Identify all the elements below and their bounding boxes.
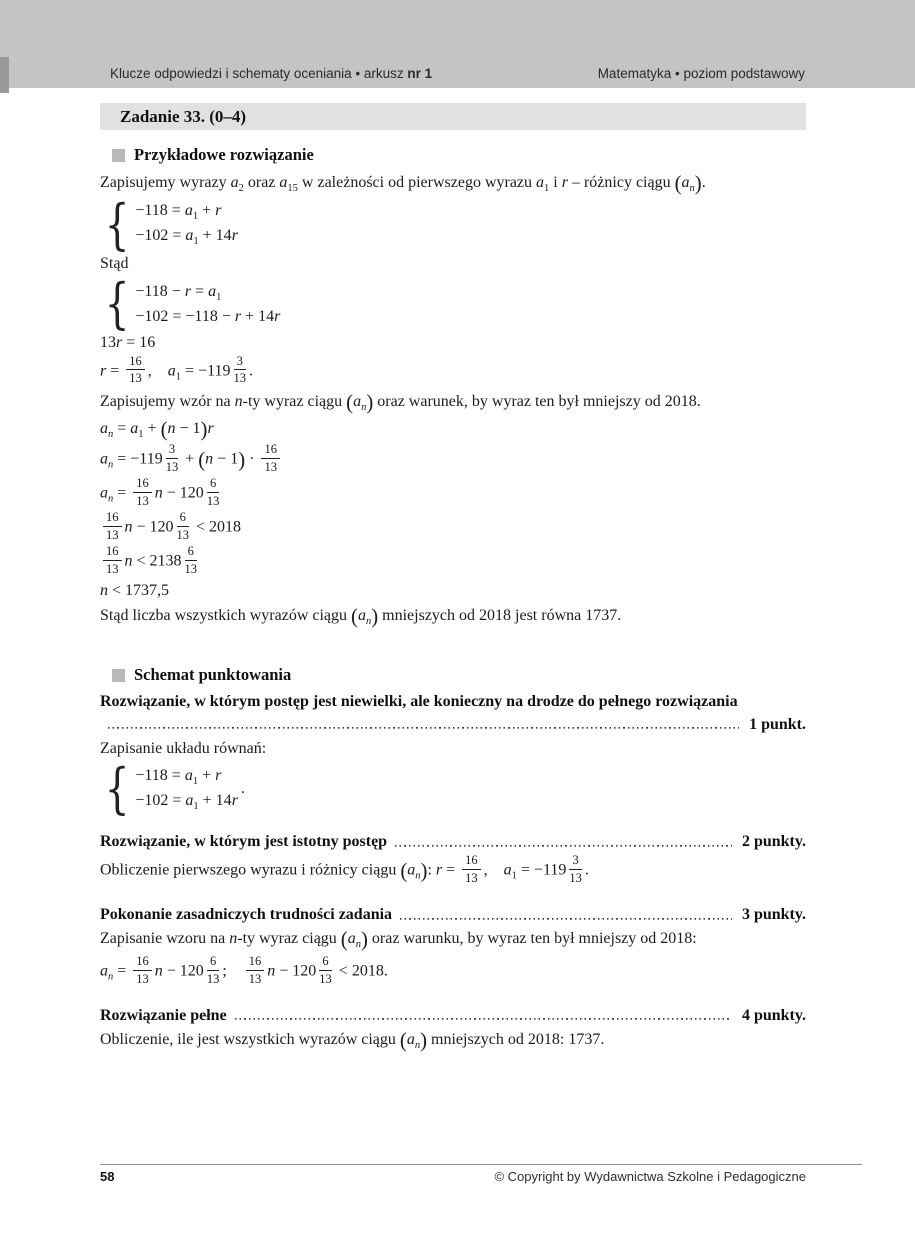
text-run: . [584,862,589,880]
text-run: + 14 [198,791,232,809]
text-run: n [124,553,133,571]
equation-system [100,756,806,820]
text-run: 1 [544,183,550,194]
section-blocks [100,693,806,1053]
fraction-numerator: 3 [569,854,581,870]
fraction-denominator: 13 [136,493,149,508]
score-row [100,906,806,924]
text-run: Zapisujemy wyrazy [100,174,231,191]
text-run: 13 [100,333,116,351]
text-run: a [130,420,139,438]
score-item [100,693,806,734]
system-equation [135,202,238,222]
section [100,145,806,629]
fraction-denominator: 13 [264,459,277,474]
text-run: −102 = [135,791,186,809]
fraction-denominator: 13 [206,971,220,986]
text-run: − 120 [162,485,204,503]
text-run: r [435,862,443,880]
section-heading [100,145,806,165]
solution-paragraph [100,392,806,415]
text-run: a [100,451,108,469]
text-run: r [207,420,214,438]
fraction-denominator: 13 [569,870,582,885]
text-run: < 2018. [334,962,388,980]
text-run: , [483,862,504,880]
text-run: Stąd liczba wszystkich wyrazów ciągu [100,607,352,625]
text-run: mniejszych od 2018: 1737. [427,1031,605,1049]
text-run: 1 [175,371,182,383]
text-run: r [274,307,281,325]
text-run: 1 [138,429,144,441]
text-run: Zapisanie wzoru na [100,930,230,948]
math-line [100,442,806,475]
text-run: = [442,862,460,880]
text-run: n [108,429,114,441]
text-run: < 2018 [192,519,242,537]
math-line [100,333,806,353]
text-run: = [113,485,131,503]
fraction [207,955,220,985]
text-run: a [184,766,193,784]
points-label: 4 punkty. [741,1007,806,1025]
copyright-text: © Copyright by Wydawnictwa Szkolne i Pedagogiczne [494,1169,806,1184]
text-run: − 120 [132,519,174,537]
text-run: = [113,420,131,438]
page-footer [100,1164,862,1184]
text-run: w zależności od pierwszego wyrazu [297,174,537,191]
text-run: − 1 [175,420,201,438]
text-run: + [198,766,216,784]
text-run: a [185,227,194,245]
text-run: – różnicy ciągu [567,174,675,191]
text-run: r [231,227,238,245]
score-label: Rozwiązanie pełne [100,1007,227,1025]
section-heading-label: Przykładowe rozwiązanie [134,145,314,164]
system-equation [135,792,238,812]
fraction [246,955,265,985]
fraction-numerator: 16 [261,443,280,459]
score-label: Pokonanie zasadniczych trudności zadania [100,906,393,924]
text-run: n [205,451,214,469]
text-run: a [407,862,416,880]
text-run: Obliczenie pierwszego wyrazu i różnicy ciągu [100,862,401,880]
fraction-denominator: 13 [106,527,119,542]
text-run: − 1 [213,451,239,469]
text-run: a [184,202,193,220]
section-blocks [100,173,806,629]
text-run: r [100,362,107,380]
content-area [100,103,806,1058]
text-run: 1 [192,775,199,787]
big-parenthesis: ) [360,928,368,952]
big-parenthesis: ( [399,1029,407,1053]
text-run: a [167,362,176,380]
fraction [133,477,152,507]
system-rows [135,202,238,247]
score-leader-row [100,716,806,734]
text-run: − 120 [275,962,317,980]
text-run: a [230,174,239,191]
fraction [177,511,190,541]
fraction [103,545,122,575]
fraction [185,545,198,575]
text-run: a [279,174,288,191]
fraction-denominator: 13 [165,459,179,474]
fraction-numerator: 16 [133,955,152,971]
fraction [133,955,152,985]
page-header-band [0,0,915,88]
footer-row [100,1165,862,1184]
text-run: 1 [193,236,199,248]
score-label: Rozwiązanie, w którym postęp jest niewielki, ale konieczny na drodze do pełnego rozwiązania [100,693,738,711]
math-line [100,419,806,441]
solution-paragraph [100,929,806,952]
text-run: -ty wyraz ciągu [242,392,347,410]
system-equation [135,308,280,326]
text-run: 1 [511,871,517,883]
fraction-numerator: 6 [207,477,219,493]
text-run: 15 [287,183,298,194]
fraction-denominator: 13 [233,371,246,386]
text-run: a [185,791,194,809]
text-run: 1 [192,211,199,223]
big-parenthesis: ) [420,860,428,884]
text-run: −118 = [135,766,185,784]
text-run: r [184,282,192,300]
text-run: Zapisujemy wzór na [100,392,235,410]
solution-paragraph [100,1030,806,1053]
system-equation [135,227,238,247]
math-line [100,544,806,577]
text-run: = −119 [516,862,567,880]
text-run: n [361,401,367,413]
text-run: + 14 [241,307,275,325]
fraction-denominator: 13 [319,971,332,986]
fraction-numerator: 6 [207,955,219,971]
math-line [100,510,806,543]
text-run: −118 = [135,202,185,220]
text-run: r [234,307,242,325]
big-parenthesis: ) [238,449,246,473]
text-run: r [215,202,222,220]
text-run: a [208,282,217,300]
big-parenthesis: ) [371,605,379,629]
text-run: oraz [243,174,280,191]
fraction-denominator: 13 [136,971,149,986]
text-run: = 16 [122,333,156,351]
solution-paragraph [100,254,806,275]
text-run: r [116,333,123,351]
section-heading [100,665,806,685]
page-number: 58 [100,1169,115,1184]
section [100,665,806,1053]
big-parenthesis: ( [400,860,408,884]
big-parenthesis: ) [420,1029,428,1053]
fraction [103,511,122,541]
big-parenthesis: ( [674,172,682,195]
solution-paragraph [100,173,806,196]
text-run: + 14 [198,227,232,245]
system-brace: { [104,756,130,820]
system-suffix: . [240,780,245,798]
fraction-numerator: 3 [234,355,246,371]
solution-paragraph [100,853,806,886]
score-label: Rozwiązanie, w którym jest istotny postęp [100,833,388,851]
system-brace: { [104,272,130,336]
fraction [233,355,246,385]
text-run: n [414,1040,421,1052]
system-equation [135,283,280,303]
fraction-denominator: 13 [106,561,119,576]
text-run: < 2138 [132,553,182,571]
system-rows [135,767,238,812]
fraction-numerator: 16 [126,355,145,371]
fraction-denominator: 13 [176,527,190,542]
text-run: r [215,766,222,784]
score-item [100,906,806,924]
sections-container [100,145,806,1053]
text-run: a [100,962,108,980]
fraction [569,854,582,884]
text-run: n [108,494,114,506]
text-run: n [108,460,114,472]
dotted-leader [400,908,732,922]
text-run: : [427,862,436,880]
dotted-leader [235,1009,732,1023]
text-run: i [549,174,562,191]
fraction [207,477,220,507]
fraction-numerator: 16 [103,511,122,527]
header-left-text: Klucze odpowiedzi i schematy oceniania • arkusz [110,66,408,81]
text-run: n [100,582,108,600]
fraction-numerator: 16 [246,955,265,971]
points-label: 1 punkt. [749,716,806,734]
text-run: + [143,420,161,438]
math-line [100,476,806,509]
fraction [319,955,332,985]
score-row [100,1007,806,1025]
text-run: . [248,362,253,380]
text-run: a [353,392,362,410]
fraction-denominator: 13 [465,870,478,885]
text-run: mniejszych od 2018 jest równa 1737. [378,607,622,625]
fraction-denominator: 13 [248,971,262,986]
text-run: 1 [193,800,199,812]
system-brace: { [104,192,130,256]
big-parenthesis: ( [198,449,206,473]
text-run: , [147,362,168,380]
equation-system [100,272,806,336]
text-run: 2 [238,183,244,194]
text-run: -ty wyraz ciągu [237,930,341,948]
score-item [100,833,806,851]
text-run: − 120 [162,962,204,980]
text-run: n [234,392,243,410]
text-run: −118 − [135,282,185,300]
text-run: n [229,930,238,948]
fraction-numerator: 16 [103,545,122,561]
big-parenthesis: ) [366,390,374,414]
text-run: Stąd [100,255,129,273]
big-parenthesis: ) [694,172,702,195]
task-title-bar: Zadanie 33. (0–4) [100,103,806,130]
text-run: Zapisanie układu równań: [100,740,267,758]
text-run: a [347,930,356,948]
text-run: + [181,451,199,469]
text-run: r [231,791,238,809]
fraction-numerator: 3 [166,443,178,459]
text-run: r [561,174,568,191]
section-heading-label: Schemat punktowania [134,665,292,685]
text-run: = −119 [181,362,231,380]
header-left [110,66,432,81]
solution-paragraph [100,739,806,760]
system-rows [135,283,280,326]
dotted-leader [108,718,739,732]
big-parenthesis: ) [200,418,208,442]
fraction-denominator: 13 [184,561,198,576]
section-bullet-icon [112,669,125,682]
fraction-denominator: 13 [206,493,220,508]
big-parenthesis: ( [340,928,348,952]
fraction-numerator: 6 [319,955,331,971]
text-run: a [357,607,366,625]
text-run: n [124,519,133,537]
system-equation [135,767,238,787]
math-line [100,353,806,387]
points-label: 2 punkty. [741,833,806,851]
fraction [462,854,481,884]
text-run: ; [222,962,243,980]
text-run: n [415,871,421,883]
math-line [100,581,806,601]
solution-paragraph [100,606,806,629]
fraction [166,443,179,473]
text-run: n [267,962,276,980]
equation-system [100,192,806,256]
points-label: 3 punkty. [741,906,806,924]
text-run: −102 = [135,227,186,245]
score-item [100,1007,806,1025]
fraction-numerator: 16 [462,854,481,870]
score-row [100,833,806,851]
text-run: + [198,202,216,220]
text-run: = −119 [113,451,163,469]
text-run: n [365,616,372,628]
text-run: oraz warunek, by wyraz ten był mniejszy od 2018. [373,392,701,410]
text-run: n [154,962,163,980]
scan-edge-mark [0,57,9,93]
dotted-leader [395,835,732,849]
text-run: . [701,174,706,191]
section-bullet-icon [112,149,125,162]
text-run: a [100,485,108,503]
text-run: n [108,971,114,983]
text-run: n [689,183,695,194]
text-run: a [406,1031,415,1049]
text-run: = [106,362,124,380]
big-parenthesis: ( [160,418,168,442]
text-run: Obliczenie, ile jest wszystkich wyrazów ciągu [100,1031,400,1049]
text-run: a [503,862,512,880]
math-line [100,954,806,987]
text-run: −102 = −118 − [135,307,235,325]
fraction-numerator: 16 [133,477,152,493]
text-run: n [167,420,176,438]
header-right: Matematyka • poziom podstawowy [597,66,805,81]
fraction [261,443,280,473]
fraction-denominator: 13 [129,371,142,386]
big-parenthesis: ( [346,390,354,414]
text-run: n [355,939,361,951]
text-run: a [536,174,545,191]
text-run: 1 [216,291,222,303]
fraction-numerator: 6 [177,511,189,527]
text-run: = [191,282,209,300]
text-run: oraz warunku, by wyraz ten był mniejszy od 2018: [367,930,697,948]
text-run: · [245,451,259,469]
header-left-bold: nr 1 [407,66,433,81]
text-run: = [113,962,131,980]
text-run: a [681,174,690,191]
text-run: a [100,420,108,438]
text-run: n [154,485,163,503]
fraction-numerator: 6 [185,545,197,561]
big-parenthesis: ( [351,605,358,629]
fraction [126,355,145,385]
text-run: < 1737,5 [108,582,170,600]
